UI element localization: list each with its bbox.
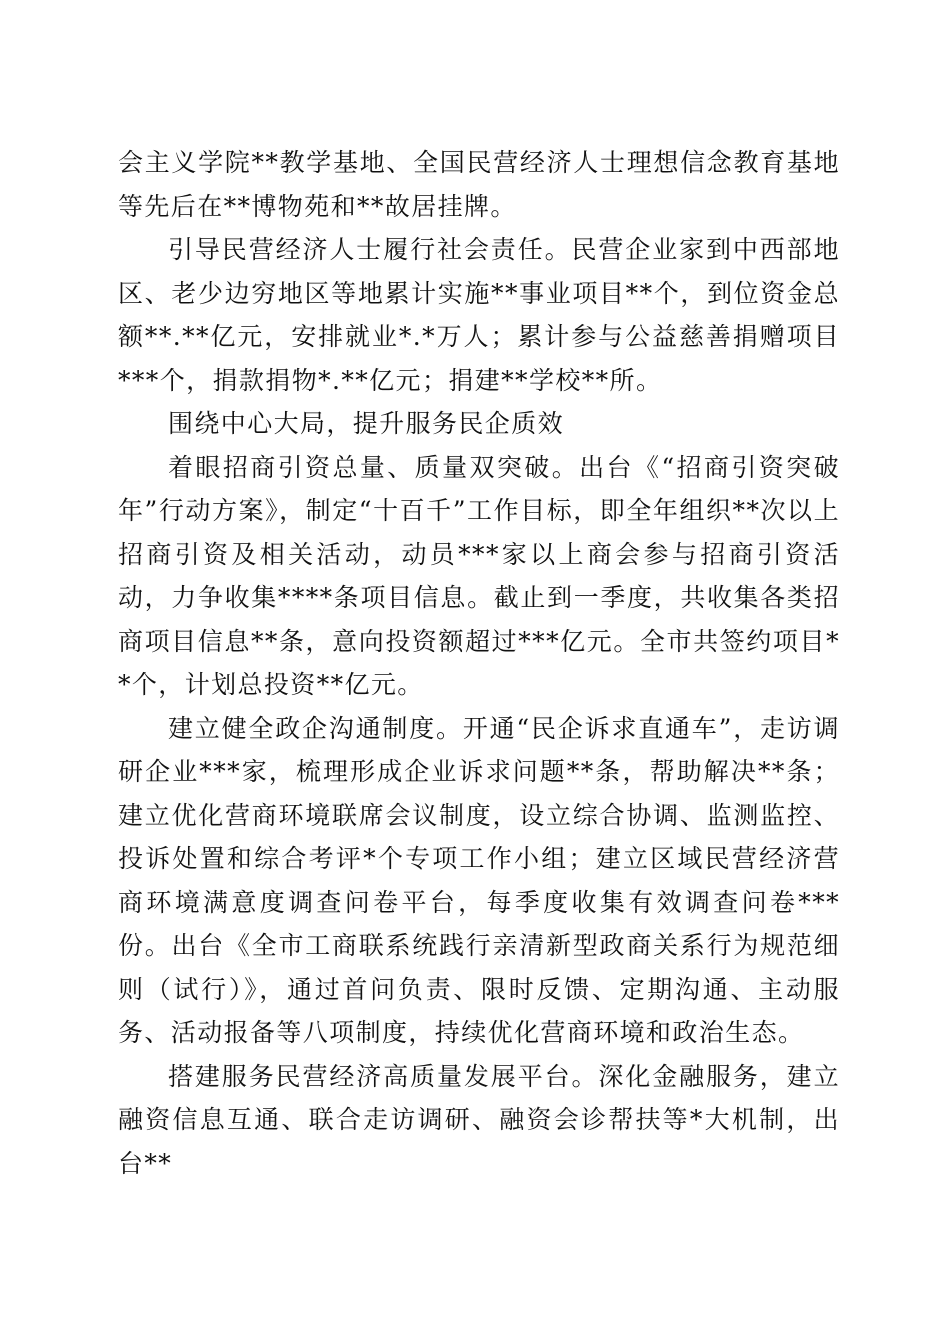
section-heading: 围绕中心大局，提升服务民企质效: [168, 409, 565, 438]
paragraph-communication: 建立健全政企沟通制度。开通“民企诉求直通车”，走访调研企业***家，梳理形成企业诉求问题**条，帮助解决**条；建立优化营商环境联席会议制度，设立综合协调、监测监控、投诉处置和综合考评*个专项工作小组；建立区域民营经济营商环境满意度调查问卷平台，每季度收集有效调查问卷***份。出台《全市工商联系统践行亲清新型政商关系行为规范细则（试行）》，通过首问负责、限时反馈、定期沟通、主动服务、活动报备等八项制度，持续优化营商环境和政治生态。: [118, 713, 840, 1047]
paragraph-social-responsibility: 引导民营经济人士履行社会责任。民营企业家到中西部地区、老少边穷地区等地累计实施**事业项目**个，到位资金总额**.**亿元，安排就业*.*万人；累计参与公益慈善捐赠项目***个，捐款捐物*.**亿元；捐建**学校**所。: [118, 235, 840, 395]
paragraph-platform: 搭建服务民营经济高质量发展平台。深化金融服务，建立融资信息互通、联合走访调研、融资会诊帮扶等*大机制，出台**: [118, 1061, 840, 1178]
paragraph-continued: 会主义学院**教学基地、全国民营经济人士理想信念教育基地等先后在**博物苑和**故居挂牌。: [118, 148, 840, 221]
document-body: [118, 141, 840, 1185]
paragraph-investment: 着眼招商引资总量、质量双突破。出台《“招商引资突破年”行动方案》，制定“十百千”工作目标，即全年组织**次以上招商引资及相关活动，动员***家以上商会参与招商引资活动，力争收集****条项目信息。截止到一季度，共收集各类招商项目信息**条，意向投资额超过***亿元。全市共签约项目**个，计划总投资**亿元。: [118, 452, 840, 699]
